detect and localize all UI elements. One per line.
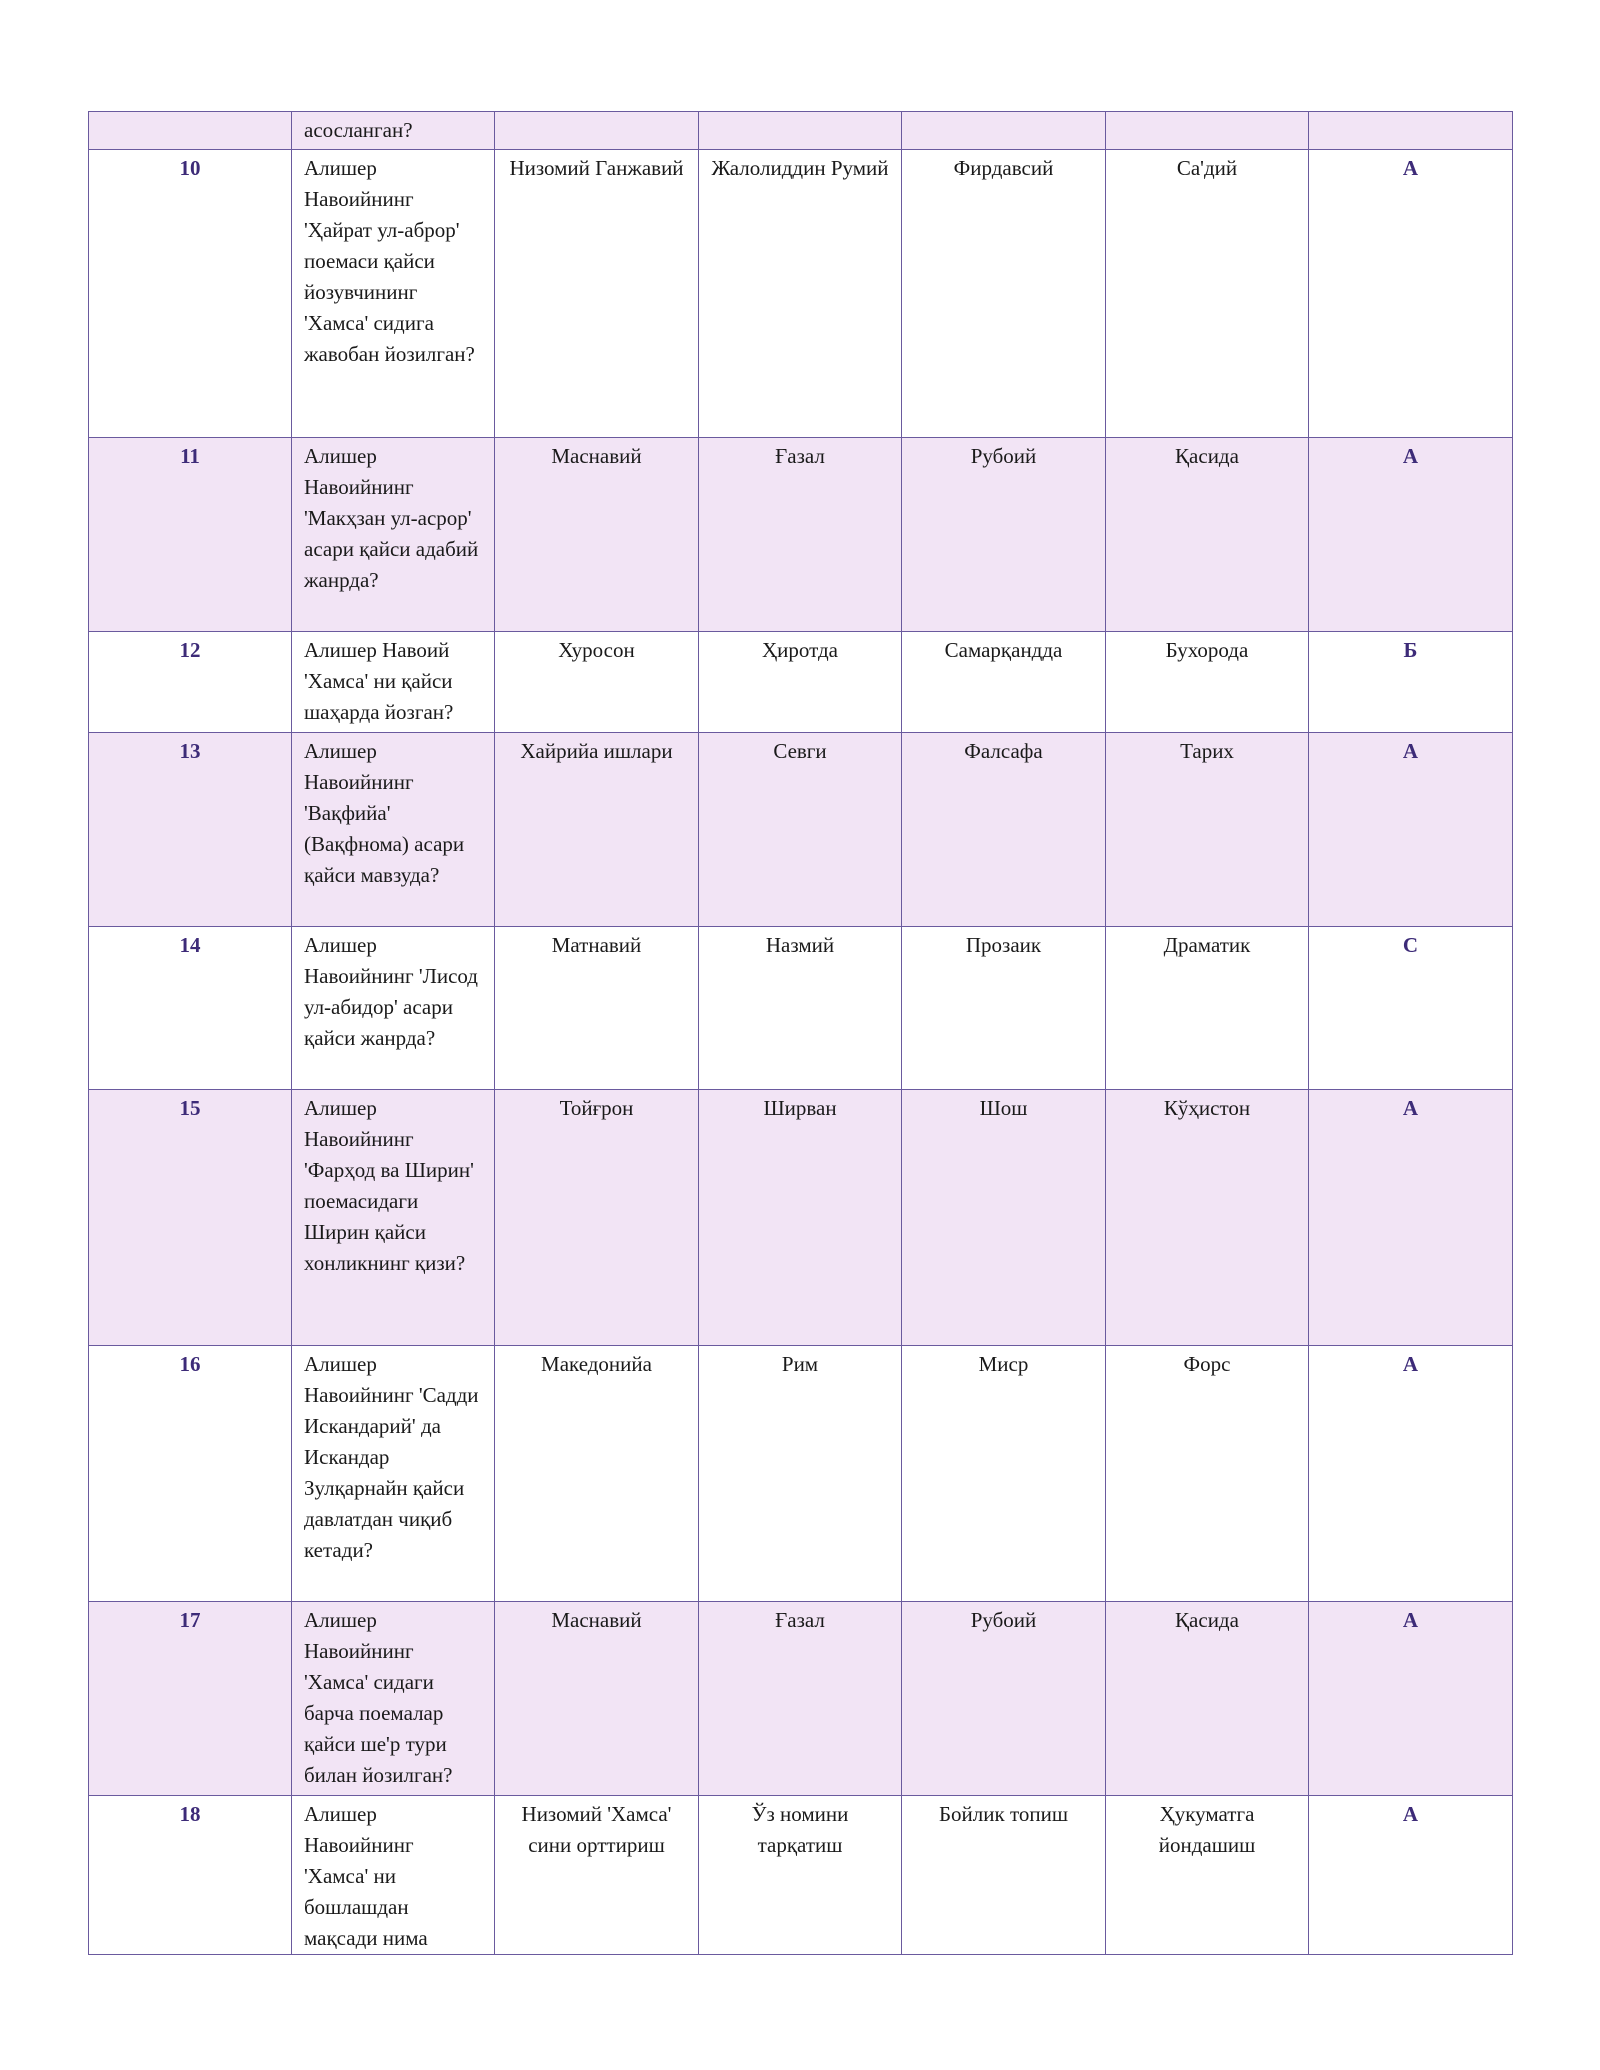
table-row (89, 632, 1513, 733)
answer-option: Севги (699, 733, 902, 927)
question-text: Алишер Навоийнинг 'Макҳзан ул-асрор' асари қайси адабий жанрда? (292, 438, 495, 632)
table-row (89, 1796, 1513, 1955)
answer-option: Қасида (1106, 1602, 1309, 1796)
answer-option: Бухорода (1106, 632, 1309, 733)
table-row (89, 1346, 1513, 1602)
answer-option: Низомий 'Хамса' сини орттириш (495, 1796, 699, 1955)
answer-option: Назмий (699, 927, 902, 1090)
answer-option: Рим (699, 1346, 902, 1602)
answer-option: Македонийа (495, 1346, 699, 1602)
answer-option: Са'дий (1106, 150, 1309, 438)
answer-option: Ҳукуматга йондашиш (1106, 1796, 1309, 1955)
answer-option: Форс (1106, 1346, 1309, 1602)
correct-answer: А (1309, 438, 1513, 632)
answer-option: Тойғрон (495, 1090, 699, 1346)
answer-option: Ҳиротда (699, 632, 902, 733)
correct-answer: А (1309, 150, 1513, 438)
table-row (89, 150, 1513, 438)
question-text: Алишер Навоийнинг 'Фарҳод ва Ширин' поемасидаги Ширин қайси хонликнинг қизи? (292, 1090, 495, 1346)
question-number: 16 (89, 1346, 292, 1602)
correct-answer: А (1309, 1796, 1513, 1955)
question-text: Алишер Навоийнинг 'Хамса' ни бошлашдан мақсади нима (292, 1796, 495, 1955)
answer-option: Кўҳистон (1106, 1090, 1309, 1346)
question-text: Алишер Навоийнинг 'Лисод ул-абидор' асари қайси жанрда? (292, 927, 495, 1090)
table-row (89, 1602, 1513, 1796)
answer-option: Ўз номини тарқатиш (699, 1796, 902, 1955)
correct-answer: С (1309, 927, 1513, 1090)
question-number: 18 (89, 1796, 292, 1955)
table-row (89, 927, 1513, 1090)
answer-option: Маснавий (495, 438, 699, 632)
answer-option: Тарих (1106, 733, 1309, 927)
answer-option: Маснавий (495, 1602, 699, 1796)
question-text: Алишер Навоийнинг 'Вақфийа' (Вақфнома) асари қайси мавзуда? (292, 733, 495, 927)
question-number (89, 112, 292, 150)
answer-option: Прозаик (902, 927, 1106, 1090)
answer-option: Матнавий (495, 927, 699, 1090)
question-number: 15 (89, 1090, 292, 1346)
question-text: Алишер Навоийнинг 'Хамса' сидаги барча поемалар қайси ше'р тури билан йозилган? (292, 1602, 495, 1796)
question-text: асосланган? (292, 112, 495, 150)
answer-option: Драматик (1106, 927, 1309, 1090)
question-text: Алишер Навоийнинг 'Ҳайрат ул-аброр' поемаси қайси йозувчининг 'Хамса' сидига жавобан йозилган? (292, 150, 495, 438)
question-number: 13 (89, 733, 292, 927)
correct-answer: Б (1309, 632, 1513, 733)
answer-option: Хуросон (495, 632, 699, 733)
table-row (89, 733, 1513, 927)
correct-answer: А (1309, 733, 1513, 927)
table-row (89, 112, 1513, 150)
question-number: 17 (89, 1602, 292, 1796)
answer-option: Бойлик топиш (902, 1796, 1106, 1955)
answer-option: Низомий Ганжавий (495, 150, 699, 438)
answer-option: Миср (902, 1346, 1106, 1602)
answer-option: Фирдавсий (902, 150, 1106, 438)
correct-answer: А (1309, 1090, 1513, 1346)
question-number: 11 (89, 438, 292, 632)
answer-option: Ғазал (699, 1602, 902, 1796)
answer-option: Қасида (1106, 438, 1309, 632)
correct-answer (1309, 112, 1513, 150)
answer-option: Ғазал (699, 438, 902, 632)
answer-option (1106, 112, 1309, 150)
question-number: 12 (89, 632, 292, 733)
answer-option: Рубоий (902, 438, 1106, 632)
answer-option: Жалолиддин Румий (699, 150, 902, 438)
answer-option: Ширван (699, 1090, 902, 1346)
answer-option (495, 112, 699, 150)
quiz-table (88, 111, 1513, 1955)
answer-option (902, 112, 1106, 150)
answer-option: Шош (902, 1090, 1106, 1346)
answer-option (699, 112, 902, 150)
question-text: Алишер Навоий 'Хамса' ни қайси шаҳарда йозган? (292, 632, 495, 733)
answer-option: Хайрийа ишлари (495, 733, 699, 927)
table-row (89, 1090, 1513, 1346)
table-row (89, 438, 1513, 632)
answer-option: Рубоий (902, 1602, 1106, 1796)
question-number: 14 (89, 927, 292, 1090)
question-text: Алишер Навоийнинг 'Садди Искандарий' да Искандар Зулқарнайн қайси давлатдан чиқиб кетади? (292, 1346, 495, 1602)
correct-answer: А (1309, 1602, 1513, 1796)
correct-answer: А (1309, 1346, 1513, 1602)
answer-option: Самарқандда (902, 632, 1106, 733)
question-number: 10 (89, 150, 292, 438)
answer-option: Фалсафа (902, 733, 1106, 927)
